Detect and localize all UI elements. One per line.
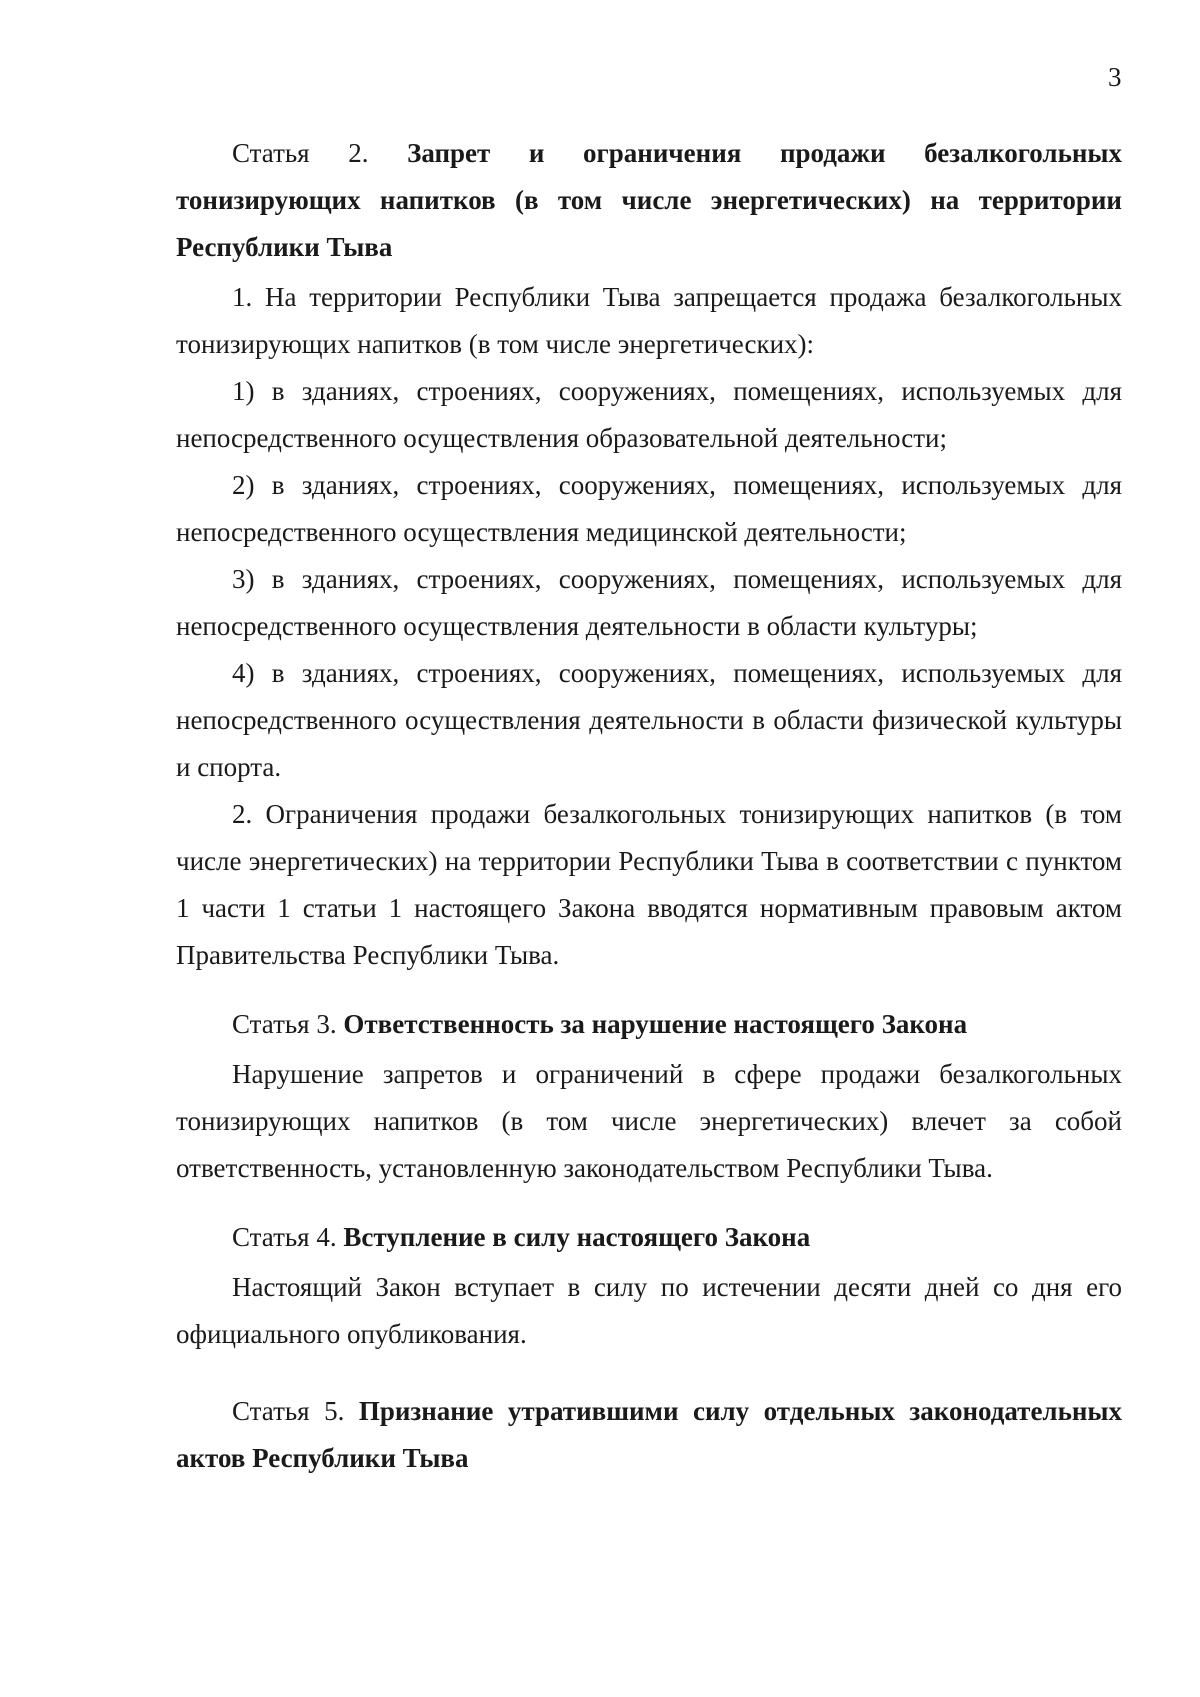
- page-number: 3: [1108, 62, 1122, 92]
- paragraph: 1. На территории Республики Тыва запрещается продажа безалкогольных тонизирующих напитков (в том числе энергетических):: [176, 282, 1122, 359]
- article-2: [176, 130, 1122, 979]
- article-heading: [176, 1388, 1122, 1482]
- paragraph: 2) в зданиях, строениях, сооружениях, помещениях, используемых для непосредственного осуществления медицинской деятельности;: [176, 470, 1122, 547]
- article-label: Статья 4.: [232, 1222, 337, 1252]
- paragraph: 3) в зданиях, строениях, сооружениях, помещениях, используемых для непосредственного осуществления деятельности в области культуры;: [176, 564, 1122, 641]
- article-title: Признание утратившими силу отдельных законодательных актов Республики Тыва: [176, 1396, 1122, 1473]
- article-4: [176, 1214, 1122, 1358]
- article-heading: [176, 130, 1122, 271]
- article-label: Статья 3.: [232, 1009, 337, 1039]
- paragraph: 1) в зданиях, строениях, сооружениях, помещениях, используемых для непосредственного осуществления образовательной деятельности;: [176, 376, 1122, 453]
- document-body: [176, 130, 1122, 1482]
- article-5: [176, 1388, 1122, 1482]
- article-title: Вступление в силу настоящего Закона: [343, 1222, 811, 1252]
- article-heading: [176, 1001, 1122, 1048]
- article-title: Ответственность за нарушение настоящего Закона: [343, 1009, 968, 1039]
- article-label: Статья 5.: [232, 1396, 345, 1426]
- article-heading: [176, 1214, 1122, 1261]
- article-title: Запрет и ограничения продажи безалкогольных тонизирующих напитков (в том числе энергетических) на территории Республики Тыва: [176, 138, 1122, 262]
- paragraph: Нарушение запретов и ограничений в сфере продажи безалкогольных тонизирующих напитков (в том числе энергетических) влечет за собой ответственность, установленную законодательством Республики Тыва.: [176, 1059, 1122, 1183]
- paragraph: 2. Ограничения продажи безалкогольных тонизирующих напитков (в том числе энергетических) на территории Республики Тыва в соответствии с пунктом 1 части 1 статьи 1 настоящего Закона вводятся нормативным правовым актом Правительства Республики Тыва.: [176, 799, 1122, 970]
- paragraph: 4) в зданиях, строениях, сооружениях, помещениях, используемых для непосредственного осуществления деятельности в области физической культуры и спорта.: [176, 658, 1122, 782]
- paragraph: Настоящий Закон вступает в силу по истечении десяти дней со дня его официального опубликования.: [176, 1272, 1122, 1349]
- article-3: [176, 1001, 1122, 1192]
- article-label: Статья 2.: [232, 138, 369, 168]
